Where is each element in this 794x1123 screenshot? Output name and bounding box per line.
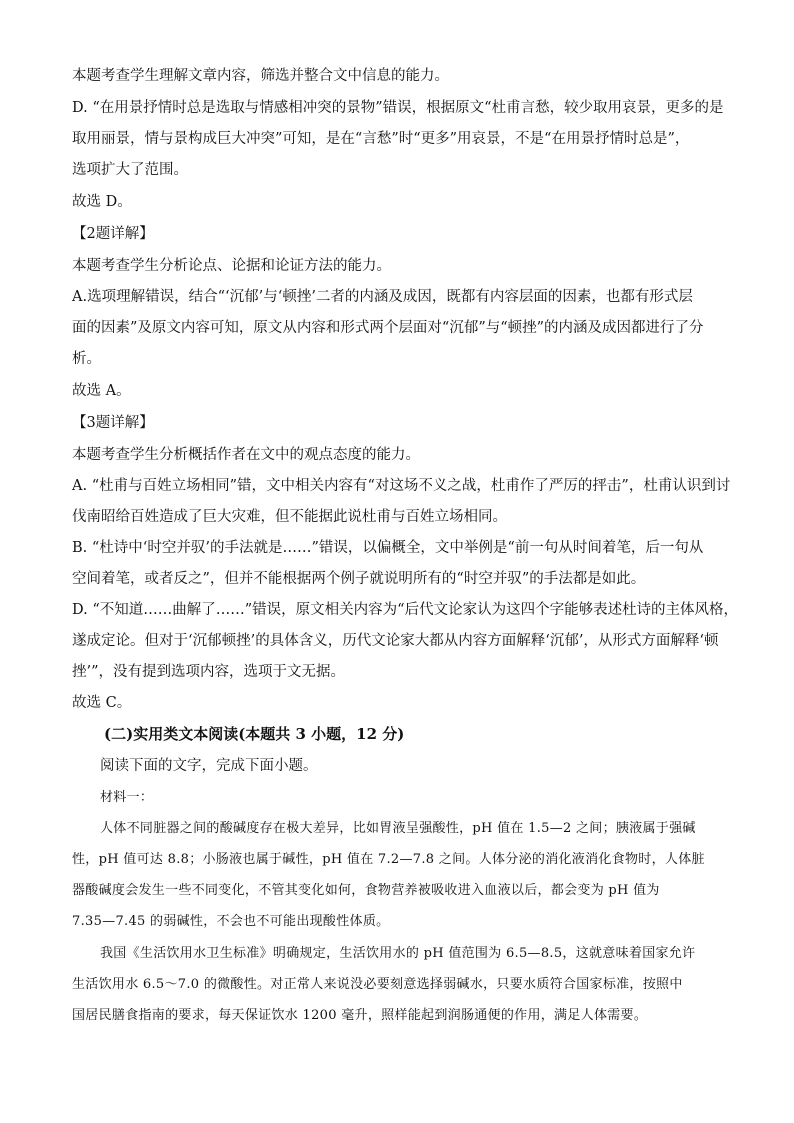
text-line: A.选项理解错误，结合“‘沉郁’与‘顿挫’二者的内涵及成因，既都有内容层面的因素，也都有形式层 [72, 289, 693, 305]
text-line: 伐南昭给百姓造成了巨大灾难，但不能据此说杜甫与百姓立场相同。 [72, 509, 507, 525]
material-line: 器酸碱度会发生一些不同变化，不管其变化如何，食物营养被吸收进入血液以后，都会变为 pH 值为 [72, 883, 660, 898]
text-line: 取用丽景，情与景构成巨大冲突”可知，是在“言愁”时“更多”用哀景，不是“在用景抒情时总是”， [72, 131, 690, 147]
text-line: D. “不知道……曲解了……”错误，原文相关内容为“后代文论家认为这四个字能够表述杜诗的主体风格， [72, 602, 739, 618]
text-line: 故选 C。 [72, 695, 132, 711]
material-line: 人体不同脏器之间的酸碱度存在极大差异，比如胃液呈强酸性，pH 值在 1.5—2 之间；胰液属于强碱 [100, 821, 696, 836]
text-line: 空间着笔，或者反之”，但并不能根据两个例子就说明所有的“时空并驭”的手法都是如此。 [72, 571, 646, 587]
material-line: 生活饮用水 6.5～7.0 的微酸性。对正常人来说没必要刻意选择弱碱水，只要水质符合国家标准，按照中 [72, 977, 683, 992]
text-line: 本题考查学生分析论点、论据和论证方法的能力。 [72, 258, 391, 274]
text-line: 【3题详解】 [72, 415, 154, 431]
text-line: 故选 A。 [72, 383, 131, 399]
text-line: D. “在用景抒情时总是选取与情感相冲突的景物”错误，根据原文“杜甫言愁，较少取用哀景，更多的是 [72, 100, 724, 116]
text-line: B. “杜诗中‘时空并驭’的手法就是……”错误，以偏概全，文中举例是“前一句从时间着笔，后一句从 [72, 540, 704, 556]
material-line: 性，pH 值可达 8.8；小肠液也属于碱性，pH 值在 7.2—7.8 之间。人体分泌的消化液消化食物时，人体脏 [72, 852, 705, 867]
text-line: 本题考查学生理解文章内容，筛选并整合文中信息的能力。 [72, 68, 449, 84]
text-line: 本题考查学生分析概括作者在文中的观点态度的能力。 [72, 447, 420, 463]
material-line: 国居民膳食指南的要求，每天保证饮水 1200 毫升，照样能起到润肠通便的作用，满足人体需要。 [72, 1008, 648, 1023]
text-line: 面的因素”及原文内容可知，原文从内容和形式两个层面对“沉郁”与“顿挫”的内涵及成因都进行了分 [72, 320, 704, 336]
material-line: 7.35—7.45 的弱碱性，不会也不可能出现酸性体质。 [72, 914, 390, 929]
text-line: 挫’”，没有提到选项内容，选项于文无据。 [72, 664, 346, 680]
section-heading: (二)实用类文本阅读(本题共 3 小题，12 分) [104, 725, 405, 743]
text-line: 选项扩大了范围。 [72, 162, 188, 178]
text-line: A. “杜甫与百姓立场相同”错，文中相关内容有“对这场不义之战，杜甫作了严厉的抨击”，杜甫认识到讨 [72, 478, 731, 494]
instruction-text: 阅读下面的文字，完成下面小题。 [100, 758, 318, 774]
material-label: 材料一： [100, 790, 154, 805]
text-line: 【2题详解】 [72, 226, 154, 242]
text-line: 析。 [72, 351, 101, 367]
text-line: 遂成定论。但对于‘沉郁顿挫’的具体含义，历代文论家大都从内容方面解释‘沉郁’，从形式方面解释‘顿 [72, 633, 719, 649]
material-line: 我国《生活饮用水卫生标准》明确规定，生活饮用水的 pH 值范围为 6.5—8.5，这就意味着国家允许 [100, 946, 696, 961]
text-line: 故选 D。 [72, 194, 132, 210]
